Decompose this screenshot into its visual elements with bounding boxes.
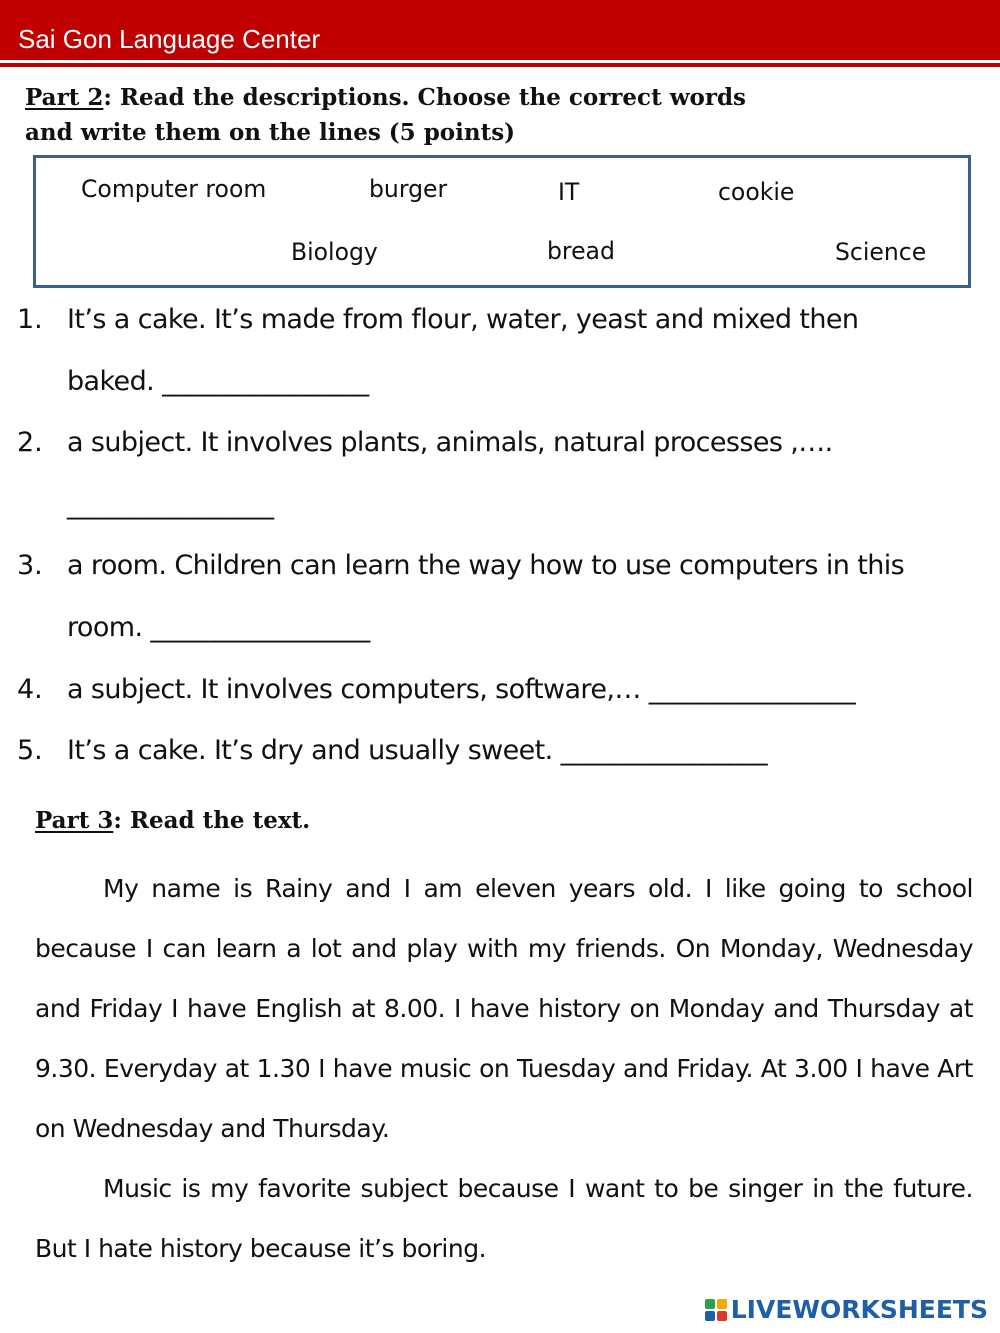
question-number: 2. [17,427,43,458]
word-bank-biology: Biology [291,238,378,266]
question-text-answer-line[interactable]: baked. ________________ [67,366,369,397]
liveworksheets-logo-icon [705,1299,727,1321]
part2-instruction-line2: and write them on the lines (5 points) [25,119,516,146]
word-bank-cookie: cookie [718,178,795,206]
question-number: 1. [17,304,43,335]
liveworksheets-logo [705,1295,988,1325]
word-bank-science: Science [835,238,927,266]
question-text-answer-line[interactable]: a subject. It involves computers, software,… ________________ [67,674,856,705]
part2-instruction-line1 [25,80,925,115]
liveworksheets-logo-text: LIVEWORKSHEETS [730,1295,988,1324]
question-number: 5. [17,735,43,766]
header-divider [0,63,1000,67]
part2-instructions [25,80,925,150]
header-bar [0,0,1000,60]
part2-label: Part 2 [25,84,104,111]
answer-line[interactable]: ________________ [67,489,274,520]
word-bank-bread: bread [547,237,615,265]
question-number: 3. [17,550,43,581]
word-bank-burger: burger [369,175,448,203]
part3-label: Part 3 [35,807,114,834]
reading-paragraph-1: My name is Rainy and I am eleven years old. I like going to school because I can learn a lot and play with my friends. On Monday, Wednesday and Friday I have English at 8.00. I have history on Monday and Thursday at 9.30. Everyday at 1.30 I have music on Tuesday and Friday. At 3.00 I have Art on Wednesday and Thursday. [35,874,973,1143]
header-title: Sai Gon Language Center [18,24,321,54]
question-text: a room. Children can learn the way how to use computers in this [67,550,905,581]
word-bank-it: IT [558,178,580,206]
word-bank-computer-room: Computer room [81,175,267,203]
part2-instruction-text: : Read the descriptions. Choose the correct words [103,84,746,111]
part3-instruction-text: : Read the text. [113,807,311,834]
part3-instructions [35,803,310,838]
word-bank-box [33,155,971,288]
question-text: a subject. It involves plants, animals, natural processes ,…. [67,427,833,458]
question-number: 4. [17,674,43,705]
question-text: It’s a cake. It’s made from flour, water, yeast and mixed then [67,304,859,335]
reading-paragraph-2: Music is my favorite subject because I want to be singer in the future. But I hate history because it’s boring. [35,1174,973,1263]
question-text-answer-line[interactable]: room. _________________ [67,612,370,643]
question-text-answer-line[interactable]: It’s a cake. It’s dry and usually sweet. ________________ [67,735,768,766]
